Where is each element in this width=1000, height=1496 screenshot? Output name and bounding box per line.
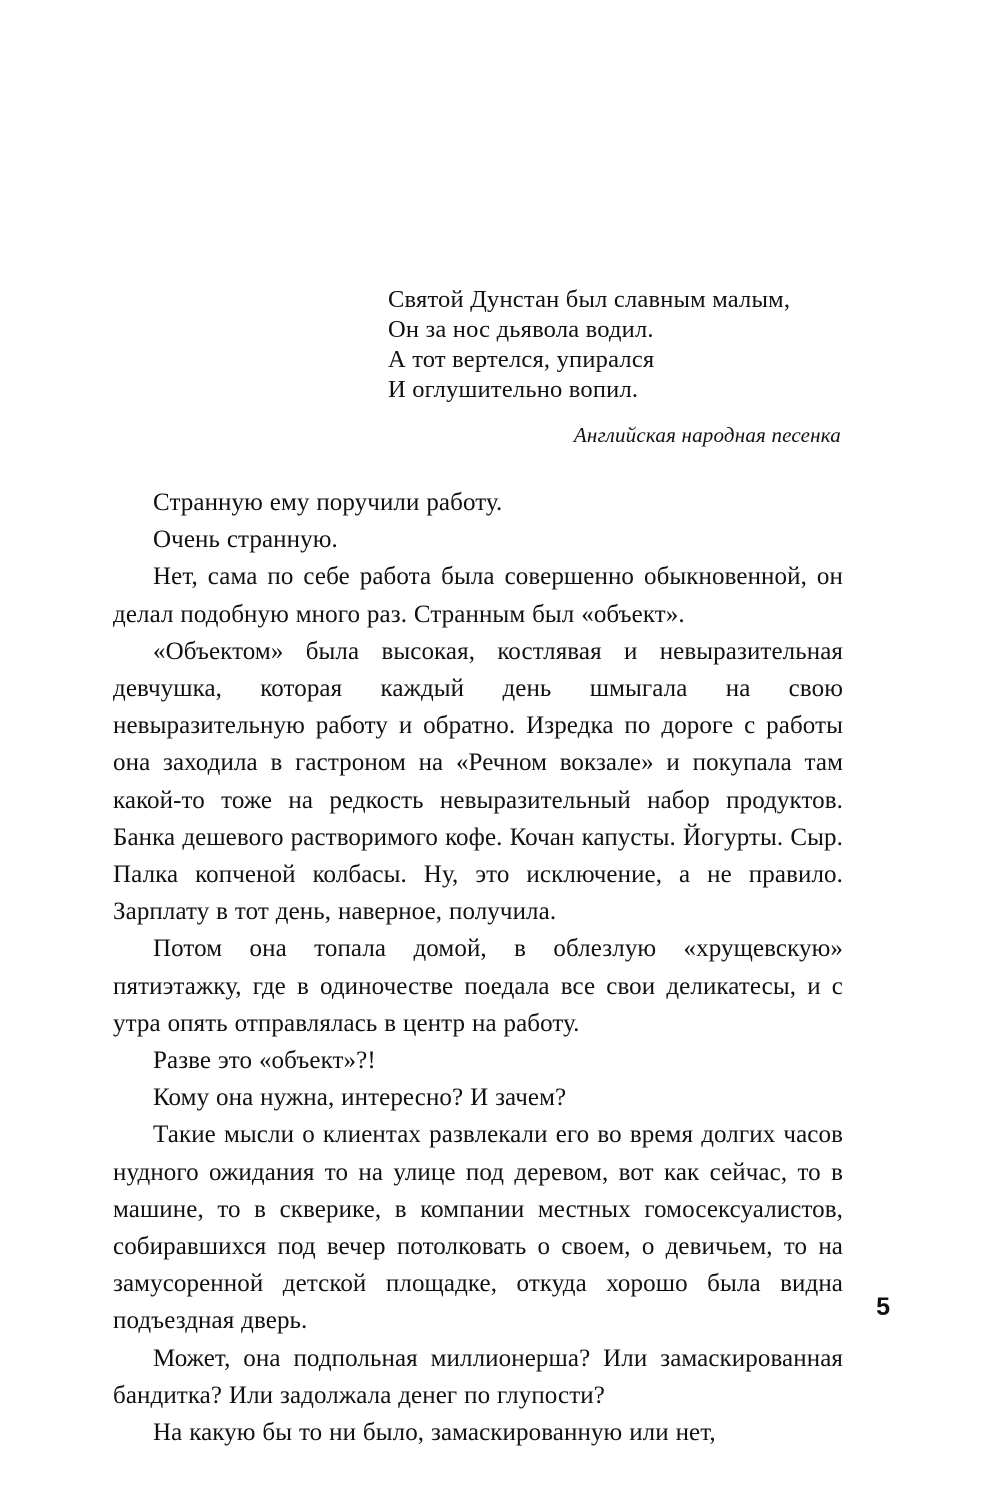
- paragraph: На какую бы то ни было, замаскированную или нет,: [153, 1419, 716, 1447]
- epigraph-line: Святой Дунстан был славным малым,: [388, 286, 791, 313]
- paragraph: Странную ему поручили работу.: [153, 489, 503, 516]
- epigraph: [388, 285, 843, 448]
- paragraph: Очень странную.: [153, 526, 338, 554]
- epigraph-line: А тот вертелся, упирался: [388, 346, 655, 373]
- paragraph: Может, она подпольная миллионерша? Или замаскированная бандитка? Или задолжала денег по глупости?: [113, 1344, 843, 1409]
- paragraph: Кому она нужна, интересно? И зачем?: [153, 1084, 567, 1112]
- paragraph: Потом она топала домой, в облезлую «хрущевскую» пятиэтажку, где в одиночестве поедала все свои деликатесы, и с утра опять отправлялась в центр на работу.: [113, 935, 843, 1037]
- page-number: 5: [876, 1293, 890, 1321]
- body-text: [113, 484, 843, 1451]
- paragraph: «Объектом» была высокая, костлявая и невыразительная девчушка, которая каждый день шмыгала на свою невыразительную работу и обратно. Изредка по дороге с работы она заходила в гастроном на «Речном вокзале» и покупала там какой-то тоже на редкость невыразительный набор продуктов. Банка дешевого растворимого кофе. Кочан капусты. Йогурты. Сыр. Палка копченой колбасы. Ну, это исключение, а не правило. Зарплату в тот день, наверное, получила.: [113, 637, 843, 926]
- page-content: [113, 285, 843, 1451]
- epigraph-source: Английская народная песенка: [573, 423, 841, 447]
- paragraph: Разве это «объект»?!: [153, 1047, 376, 1075]
- epigraph-line: И оглушительно вопил.: [388, 376, 639, 403]
- paragraph: Такие мысли о клиентах развлекали его во время долгих часов нудного ожидания то на улице под деревом, вот как сейчас, то в машине, то в скверике, в компании местных гомосексуалистов, собиравшихся под вечер потолковать о своем, о девичьем, то на замусоренной детской площадке, откуда хорошо была видна подъездная дверь.: [113, 1121, 843, 1335]
- paragraph: Нет, сама по себе работа была совершенно обыкновенной, он делал подобную много раз. Странным был «объект».: [113, 563, 843, 628]
- epigraph-line: Он за нос дьявола водил.: [388, 316, 654, 343]
